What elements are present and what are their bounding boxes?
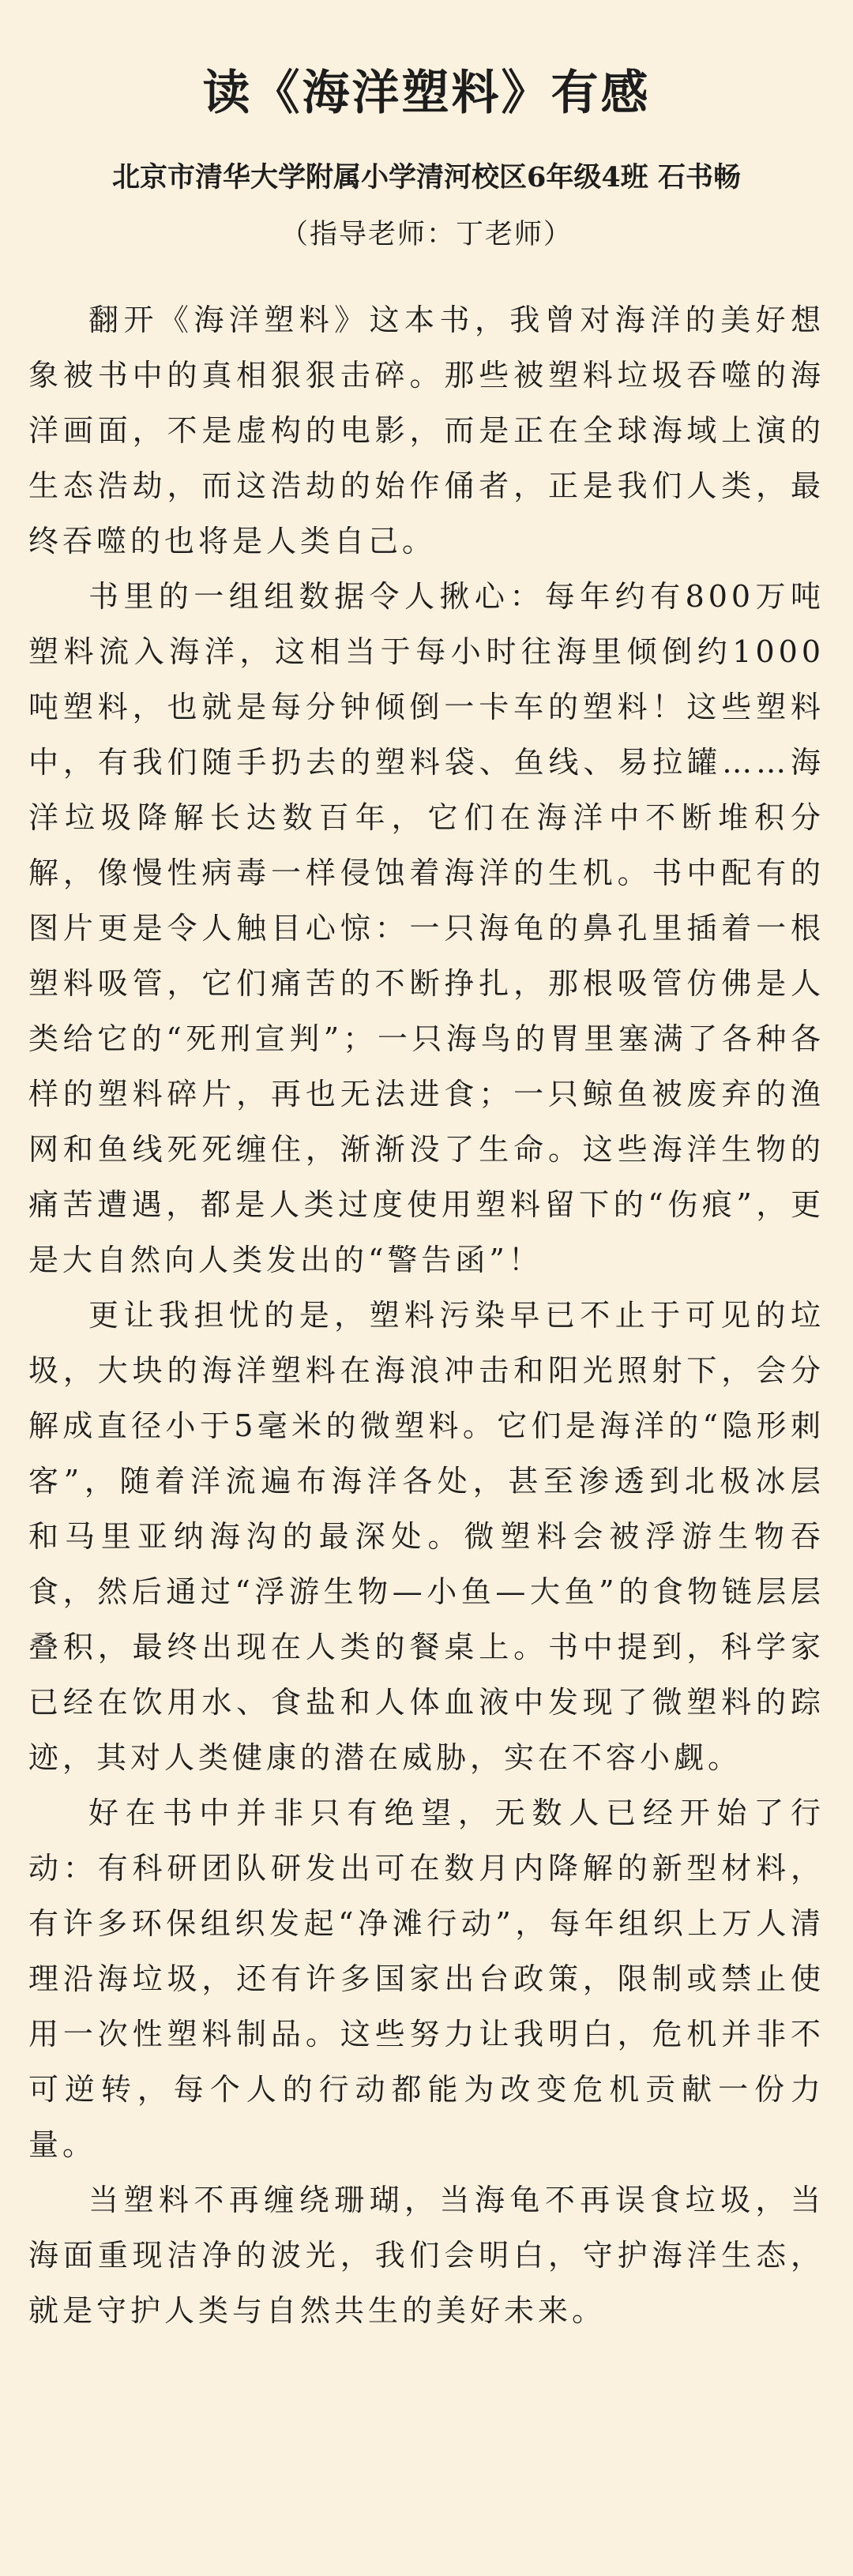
paragraph-3: 更让我担忧的是，塑料污染早已不止于可见的垃圾，大块的海洋塑料在海浪冲击和阳光照射下，会分解成直径小于5毫米的微塑料。它们是海洋的“隐形刺客”，随着洋流遍布海洋各处，甚至渗透到北极冰层和马里亚纳海沟的最深处。微塑料会被浮游生物吞食，然后通过“浮游生物—小鱼—大鱼”的食物链层层叠积，最终出现在人类的餐桌上。书中提到，科学家已经在饮用水、食盐和人体血液中发现了微塑料的踪迹，其对人类健康的潜在威胁，实在不容小觑。 (28, 1298, 825, 1775)
advisor-line: （指导老师：丁老师） (280, 219, 573, 250)
paragraph-2: 书里的一组组数据令人揪心：每年约有800万吨塑料流入海洋，这相当于每小时往海里倾倒约1000吨塑料，也就是每分钟倾倒一卡车的塑料！这些塑料中，有我们随手扔去的塑料袋、鱼线、易拉罐……海洋垃圾降解长达数百年，它们在海洋中不断堆积分解，像慢性病毒一样侵蚀着海洋的生机。书中配有的图片更是令人触目心惊：一只海龟的鼻孔里插着一根塑料吸管，它们痛苦的不断挣扎，那根吸管仿佛是人类给它的“死刑宣判”；一只海鸟的胃里塞满了各种各样的塑料碎片，再也无法进食；一只鲸鱼被废弃的渔网和鱼线死死缠住，渐渐没了生命。这些海洋生物的痛苦遭遇，都是人类过度使用塑料留下的“伤痕”，更是大自然向人类发出的“警告函”！ (28, 579, 825, 1277)
article-body (28, 292, 825, 2338)
paragraph-5: 当塑料不再缠绕珊瑚，当海龟不再误食垃圾，当海面重现洁净的波光，我们会明白，守护海洋生态，就是守护人类与自然共生的美好未来。 (28, 2183, 825, 2328)
paragraph-4: 好在书中并非只有绝望，无数人已经开始了行动：有科研团队研发出可在数月内降解的新型材料，有许多环保组织发起“净滩行动”，每年组织上万人清理沿海垃圾，还有许多国家出台政策，限制或禁止使用一次性塑料制品。这些努力让我明白，危机并非不可逆转，每个人的行动都能为改变危机贡献一份力量。 (28, 1796, 825, 2162)
article-title: 读《海洋塑料》有感 (202, 66, 651, 121)
paragraph-1: 翻开《海洋塑料》这本书，我曾对海洋的美好想象被书中的真相狠狠击碎。那些被塑料垃圾吞噬的海洋画面，不是虚构的电影，而是正在全球海域上演的生态浩劫，而这浩劫的始作俑者，正是我们人类，最终吞噬的也将是人类自己。 (28, 303, 825, 558)
author-line: 北京市清华大学附属小学清河校区6年级4班 石书畅 (112, 161, 741, 194)
